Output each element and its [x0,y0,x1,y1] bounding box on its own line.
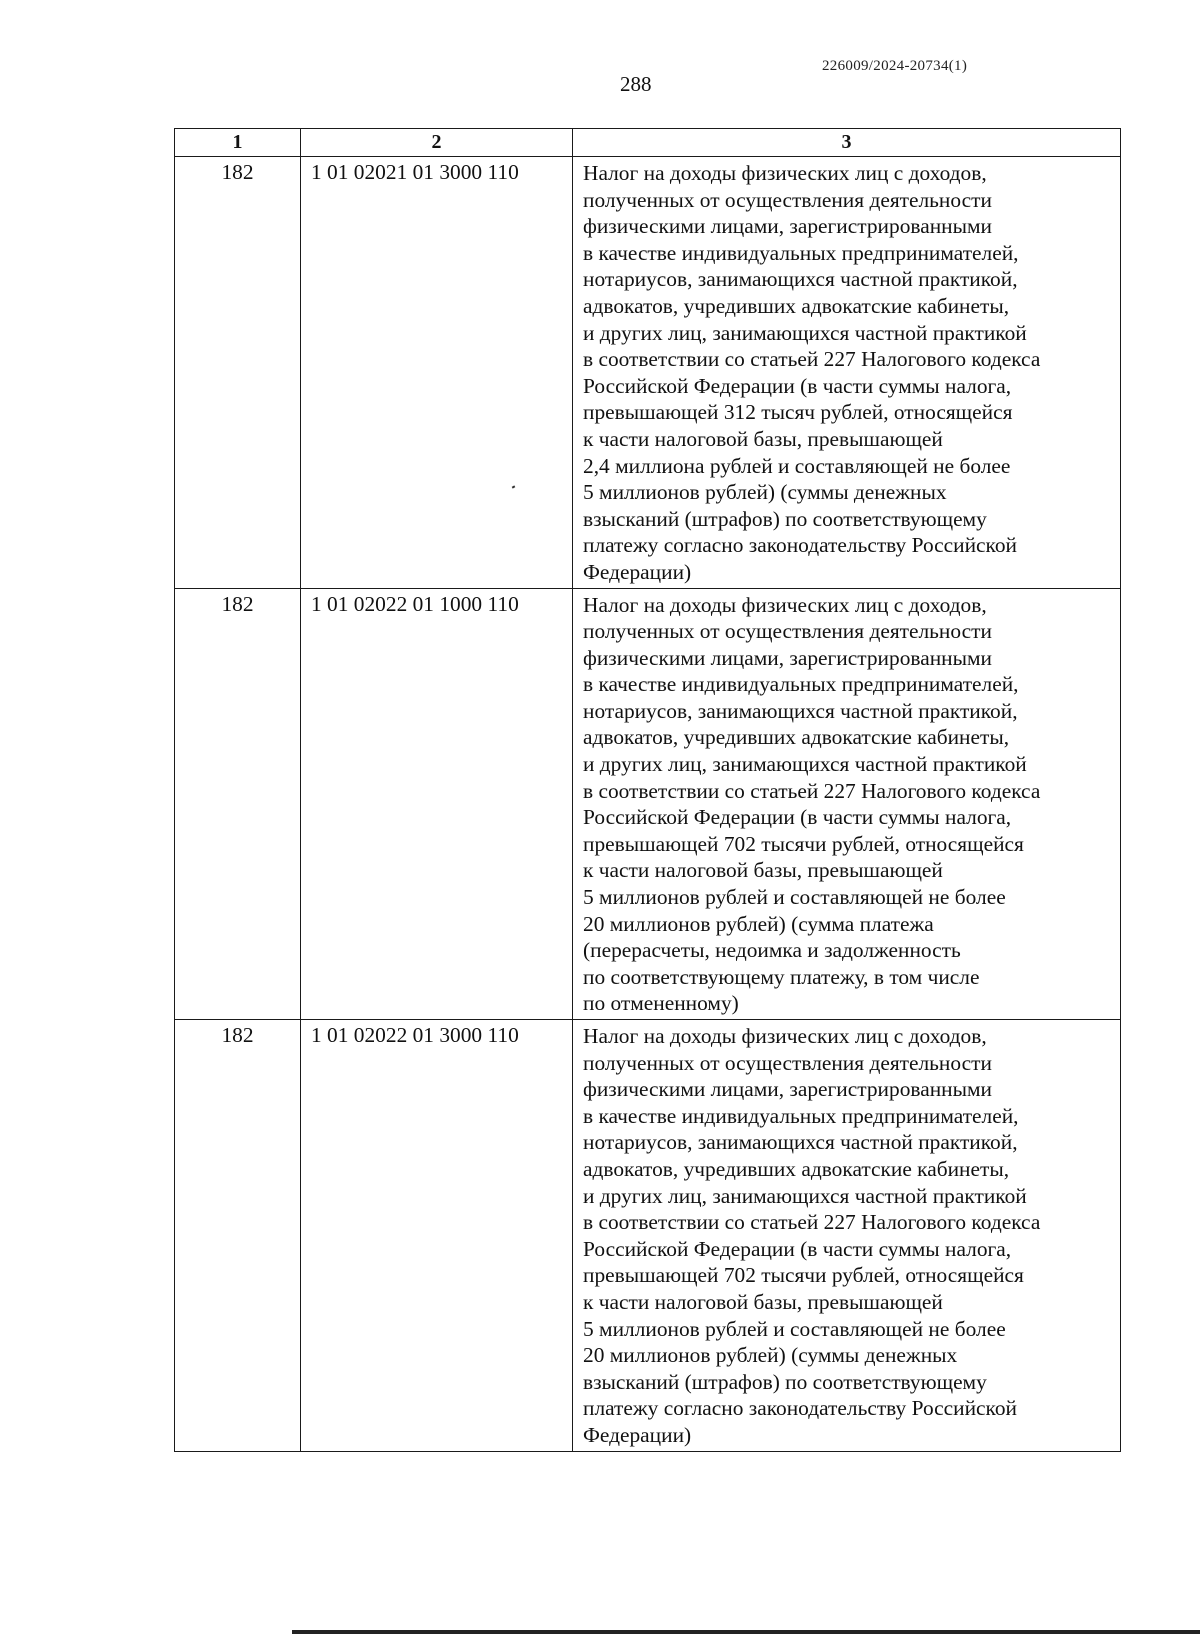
budget-code-cell: 1 01 02022 01 1000 110 [301,588,573,1020]
admin-code-cell: 182 [175,157,301,589]
column-header-2: 2 [301,129,573,157]
description-text: Налог на доходы физических лиц с доходов, полученных от осуществления деятельности физическими лицами, зарегистрированными в качестве индивидуальных предпринимателей, нотариусов, занимающихся частной практикой, адвокатов, учредивших адвокатские кабинеты, и других лиц, занимающихся частной практикой в соответствии со статьей 227 Налогового кодекса Российской Федерации (в части суммы налога, превышающей 312 тысяч рублей, относящейся к части налоговой базы, превышающей 2,4 миллиона рублей и составляющей не более 5 миллионов рублей) (суммы денежных взысканий (штрафов) по соответствующему платежу согласно законодательству Российской Федерации) [583,161,1041,584]
table-row [175,157,1121,589]
table-header-row [175,129,1121,157]
column-header-3: 3 [573,129,1121,157]
admin-code-cell: 182 [175,1020,301,1452]
description-text: Налог на доходы физических лиц с доходов, полученных от осуществления деятельности физическими лицами, зарегистрированными в качестве индивидуальных предпринимателей, нотариусов, занимающихся частной практикой, адвокатов, учредивших адвокатские кабинеты, и других лиц, занимающихся частной практикой в соответствии со статьей 227 Налогового кодекса Российской Федерации (в части суммы налога, превышающей 702 тысячи рублей, относящейся к части налоговой базы, превышающей 5 миллионов рублей и составляющей не более 20 миллионов рублей) (сумма платежа (перерасчеты, недоимка и задолженность по соответствующему платежу, в том числе по отмененному) [583,592,1041,1016]
page-number: 288 [620,72,652,96]
budget-code-cell: 1 01 02021 01 3000 110 [301,157,573,589]
scan-edge-line [292,1630,1200,1634]
description-text: Налог на доходы физических лиц с доходов, полученных от осуществления деятельности физическими лицами, зарегистрированными в качестве индивидуальных предпринимателей, нотариусов, занимающихся частной практикой, адвокатов, учредивших адвокатские кабинеты, и других лиц, занимающихся частной практикой в соответствии со статьей 227 Налогового кодекса Российской Федерации (в части суммы налога, превышающей 702 тысячи рублей, относящейся к части налоговой базы, превышающей 5 миллионов рублей и составляющей не более 20 миллионов рублей) (суммы денежных взысканий (штрафов) по соответствующему платежу согласно законодательству Российской Федерации) [583,1024,1041,1447]
budget-codes-table [174,128,1121,1452]
description-cell [573,1020,1121,1452]
description-cell [573,157,1121,589]
table-row [175,1020,1121,1452]
budget-code-cell: 1 01 02022 01 3000 110 [301,1020,573,1452]
column-header-1: 1 [175,129,301,157]
document-id: 226009/2024-20734(1) [822,58,968,74]
description-cell [573,588,1121,1020]
admin-code-cell: 182 [175,588,301,1020]
table-row [175,588,1121,1020]
